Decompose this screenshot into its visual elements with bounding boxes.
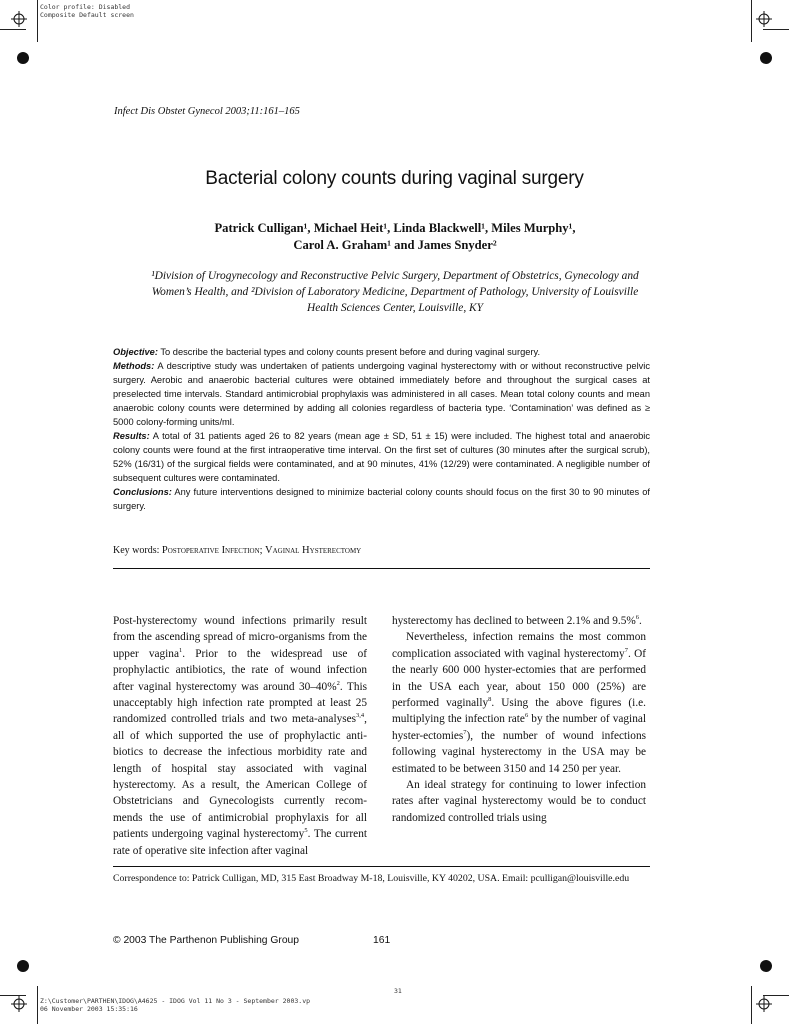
- body-text: Post-hysterectomy wound infections primarily result from the ascending spread of micro-organisms from the upper vagina: [113, 615, 367, 660]
- registration-dot-icon: [17, 960, 29, 972]
- body-column-right: [392, 613, 646, 826]
- abstract: [113, 345, 650, 513]
- abstract-methods: [113, 359, 650, 429]
- crop-mark: [37, 0, 38, 42]
- abstract-conclusions: [113, 485, 650, 513]
- print-info-line: Z:\Customer\PARTHEN\IDOG\A4625 - IDOG Vol 11 No 3 - September 2003.vp: [40, 997, 311, 1005]
- body-paragraph: [113, 613, 367, 859]
- body-text: An ideal strategy for continuing to lower infection rates after vaginal hysterectomy would be to conduct randomized controlled trials using: [392, 779, 646, 824]
- registration-mark-icon: [11, 996, 27, 1012]
- results-label: Results:: [113, 431, 150, 441]
- citation: 2: [336, 679, 340, 687]
- author-line: Patrick Culligan¹, Michael Heit¹, Linda Blackwell¹, Miles Murphy¹,: [214, 221, 576, 235]
- registration-dot-icon: [760, 960, 772, 972]
- crop-mark: [763, 29, 789, 30]
- print-info-line: Composite Default screen: [40, 11, 134, 19]
- correspondence: Correspondence to: Patrick Culligan, MD, 315 East Broadway M-18, Louisville, KY 40202, USA. Email: pculligan@louisville.edu: [113, 873, 630, 884]
- abstract-objective: [113, 345, 650, 359]
- citation: 5: [304, 827, 308, 835]
- objective-text: To describe the bacterial types and colony counts present before and during vaginal surgery.: [157, 347, 541, 357]
- affiliation-line: Women’s Health, and ²Division of Laboratory Medicine, Department of Pathology, University of Louisville: [151, 286, 639, 298]
- print-info-line: Color profile: Disabled: [40, 3, 131, 11]
- body-text: hysterectomy has declined to between 2.1% and 9.5%: [392, 615, 636, 627]
- registration-dot-icon: [760, 52, 772, 64]
- conclusions-text: Any future interventions designed to minimize bacterial colony counts should focus on the first 30 to 90 minutes of surgery.: [113, 487, 650, 511]
- crop-mark: [37, 986, 38, 1024]
- citation: 6: [635, 614, 639, 622]
- registration-mark-icon: [11, 11, 27, 27]
- journal-reference: Infect Dis Obstet Gynecol 2003;11:161–165: [114, 106, 300, 117]
- body-text: . This unacceptably high infection rate prompted at least 25 randomized controlled trials and two meta-analyses: [113, 680, 368, 726]
- citation: 7: [463, 729, 467, 737]
- citation: 6: [524, 712, 529, 720]
- citation: 1: [178, 647, 183, 655]
- body-text: ), the number of wound infections following vaginal hysterectomy in the USA may be estimated to be between 3150 and 14 250 per year.: [392, 729, 646, 775]
- author-list: [150, 220, 640, 254]
- body-text: , all of which supported the use of prophylactic anti-biotics to decrease the infectious morbidity rate and length of hospital stay associated with vaginal hysterectomy. As a result, the American College of Obstetricians and Gynecologists currently recom-mends the use of antimicrobial prophylaxis for all patients undergoing vaginal hysterectomy: [113, 713, 367, 841]
- body-text: by the number of vaginal hyster-ectomies: [392, 713, 647, 742]
- body-text: . Of the nearly 600 000 hyster-ectomies that are performed in the USA each year, about 150 000 (25%) are performed vaginally: [392, 647, 646, 710]
- abstract-results: [113, 429, 650, 485]
- methods-label: Methods:: [113, 361, 155, 371]
- registration-mark-icon: [756, 11, 772, 27]
- body-paragraph: [392, 629, 646, 777]
- divider: [113, 866, 650, 867]
- citation: 8: [488, 696, 492, 704]
- affiliation-line: ¹Division of Urogynecology and Reconstructive Pelvic Surgery, Department of Obstetrics, Gynecology and: [151, 270, 639, 282]
- print-info-top: [40, 3, 134, 19]
- print-info-bottom: [40, 997, 310, 1013]
- divider: [113, 568, 650, 569]
- objective-label: Objective:: [113, 347, 158, 357]
- body-text: Nevertheless, infection remains the most common complication associated with vaginal hysterectomy: [392, 631, 646, 660]
- keywords: [113, 545, 361, 556]
- page-number: 161: [373, 935, 391, 946]
- crop-mark: [751, 986, 752, 1024]
- affiliations: [120, 268, 670, 316]
- citation: 3,4: [356, 712, 365, 720]
- print-info-line: 06 November 2003 15:35:16: [40, 1005, 138, 1013]
- crop-mark: [0, 29, 26, 30]
- body-text: . Prior to the widespread use of prophylactic antibiotics, the rate of wound infection after vaginal hysterectomy was around 30–40%: [113, 647, 367, 693]
- results-text: A total of 31 patients aged 26 to 82 years (mean age ± SD, 51 ± 15) were included. The highest total and anaerobic colony counts were found at the first intraoperative time interval. On the first set of cultures (30 minutes after the surgical scrub), 52% (16/31) of the surgical fields were contaminated, and at 90 minutes, 41% (12/29) were contaminated. A negligible number of subsequent cultures were contaminated.: [113, 431, 650, 483]
- body-text: . The current rate of operative site infection after vaginal: [113, 828, 367, 857]
- author-line: Carol A. Graham¹ and James Snyder²: [293, 238, 497, 252]
- press-page-number: 31: [394, 987, 402, 995]
- keywords-label: Key words:: [113, 545, 162, 556]
- keywords-terms: Postoperative Infection; Vaginal Hysterectomy: [161, 545, 362, 556]
- citation: 7: [624, 647, 628, 655]
- registration-dot-icon: [17, 52, 29, 64]
- affiliation-line: Health Sciences Center, Louisville, KY: [307, 302, 483, 314]
- conclusions-label: Conclusions:: [113, 487, 172, 497]
- body-column-left: [113, 613, 367, 859]
- crop-mark: [751, 0, 752, 42]
- body-paragraph: [392, 777, 646, 826]
- registration-mark-icon: [756, 996, 772, 1012]
- body-text: .: [639, 615, 642, 627]
- methods-text: A descriptive study was undertaken of patients undergoing vaginal hysterectomy with or without reconstructive pelvic surgery. Aerobic and anaerobic bacterial cultures were obtained immediately before and throughout the surgical cases at preselected time intervals. Standard antimicrobial prophylaxis was administered in all cases. Mean total colony counts and mean anaerobic colony counts were determined by adding all colonies regardless of bacteria type. ‘Contamination’ was defined as ≥ 5000 colony-forming units/ml.: [113, 361, 650, 427]
- copyright: © 2003 The Parthenon Publishing Group: [113, 935, 300, 946]
- body-text: . Using the above figures (i.e. multiplying the infection rate: [392, 697, 646, 726]
- paper-title: Bacterial colony counts during vaginal surgery: [205, 168, 584, 189]
- body-paragraph: [392, 613, 646, 629]
